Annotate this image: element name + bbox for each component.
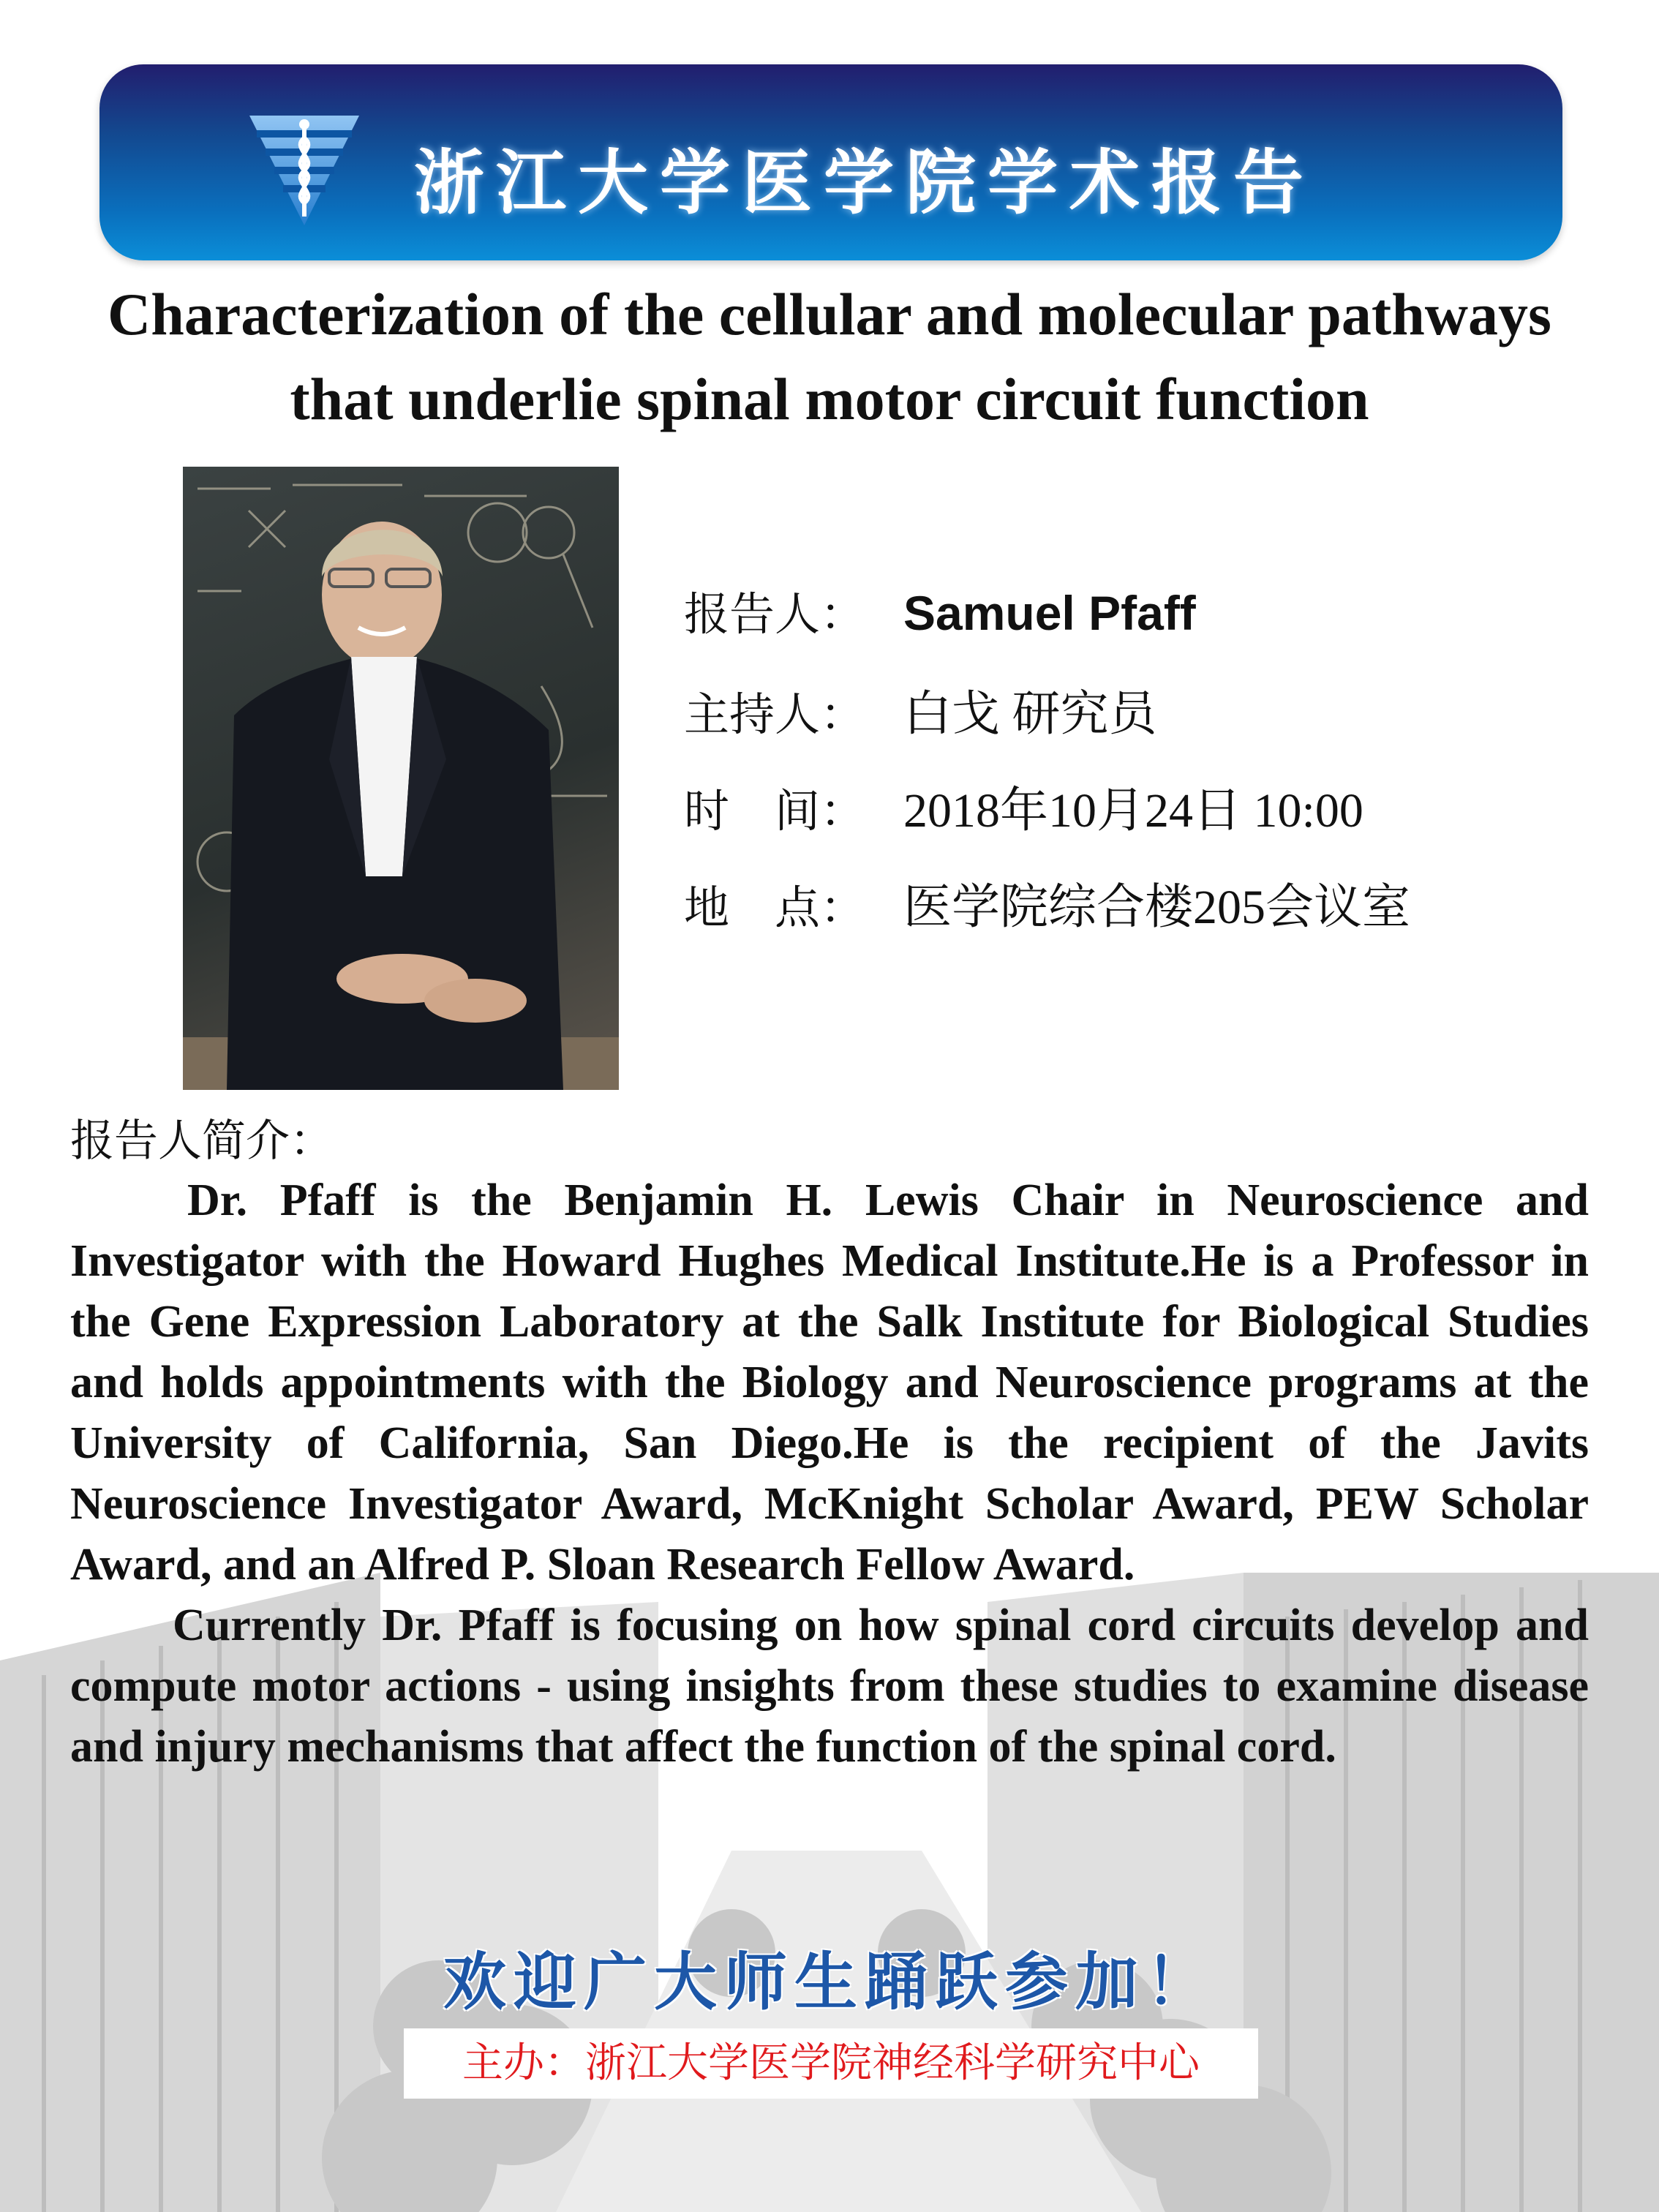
place-label: 地 点： [684, 881, 866, 934]
host-label: 主持人： [684, 688, 866, 741]
speaker-value: Samuel Pfaff [903, 586, 1196, 640]
host-value: 白戈 研究员 [903, 688, 1157, 741]
bio-text [70, 1170, 1589, 1778]
time-row [684, 771, 1410, 868]
caduceus-emblem-icon [249, 108, 359, 225]
time-value: 2018年10月24日 10:00 [903, 784, 1363, 838]
place-row [684, 868, 1410, 964]
bio-paragraph-2: Currently Dr. Pfaff is focusing on how spinal cord circuits develop and compute motor actions - using insights from these studies to examine disease and injury mechanisms that affect the function of the spinal cord. [70, 1600, 1589, 1772]
welcome-slogan: 欢迎广大师生踊跃参加！ [443, 1946, 1216, 2019]
time-label: 时 间： [684, 784, 866, 838]
speaker-portrait-illustration [183, 467, 619, 1090]
speaker-label: 报告人： [684, 587, 866, 641]
banner-title: 浙江大学医学院学术报告 [414, 142, 1315, 224]
speaker-photo [183, 467, 619, 1090]
talk-title: Characterization of the cellular and molecular pathways that underlie spinal motor circuit function [108, 281, 1551, 432]
speaker-row [684, 578, 1410, 674]
bio-paragraph-1: Dr. Pfaff is the Benjamin H. Lewis Chair in Neuroscience and Investigator with the Howard Hughes Medical Institute.He is a Professor in the Gene Expression Laboratory at the Salk Institute for Biological Studies and holds appointments with the Biology and Neuroscience programs at the University of California, San Diego.He is the recipient of the Javits Neuroscience Investigator Award, McKnight Scholar Award, PEW Scholar Award, and an Alfred P. Sloan Research Fellow Award. [70, 1175, 1589, 1590]
host-row [684, 674, 1410, 771]
talk-info [684, 578, 1410, 964]
bio-heading: 报告人简介： [70, 1116, 334, 1167]
header-banner [99, 64, 1562, 260]
place-value: 医学院综合楼205会议室 [903, 881, 1410, 934]
organizer-label: 主办：浙江大学医学院神经科学研究中心 [404, 2028, 1258, 2099]
